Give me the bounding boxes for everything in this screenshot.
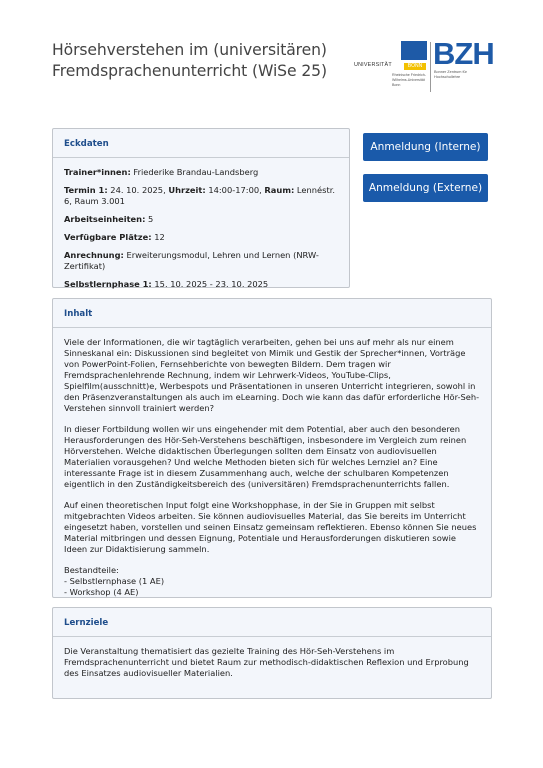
bzh-logo: BZH — [433, 36, 494, 71]
university-logo-bonn: BONN — [407, 63, 423, 69]
lernziele-card — [52, 607, 492, 699]
inhalt-heading: Inhalt — [53, 299, 491, 328]
plaetze-row: Verfügbare Plätze: 12 — [64, 232, 165, 242]
bestandteile-item-2: - Workshop (4 AE) — [64, 587, 139, 597]
page-title-line-2: Fremdsprachenunterricht (WiSe 25) — [52, 62, 327, 80]
register-internal-button[interactable]: Anmeldung (Interne) — [363, 133, 488, 161]
logo-divider — [430, 42, 431, 92]
eckdaten-heading: Eckdaten — [53, 129, 349, 158]
university-logo-text: UNIVERSITÄT — [354, 62, 392, 68]
selbstlernphase-row: Selbstlernphase 1: 15. 10. 2025 - 23. 10. 2025 — [64, 279, 269, 289]
inhalt-paragraph-1: Viele der Informationen, die wir tagtäglich verarbeiten, gehen bei uns auf mehr als nur einem Sinneskanal ein: Diskussionen sind begleitet von Mimik und Gestik der Sprecher*innen, Vorträge von PowerPoint-Folien, Fernsehberichte von bewegten Bildern. Dem tragen wir Fremdsprachenlehrende Rechnung, indem wir Lehrwerk-Videos, YouTube-Clips, Spielfilm(ausschnitt)e, Werbespots und Präsentationen in unseren Unterricht integrieren, sowohl in den Präsenzveranstaltungen als auch im eLearning. Doch wie kann das dafür erforderliche Hör-Seh-Verstehen sinnvoll trainiert werden? — [64, 337, 480, 413]
bestandteile-title: Bestandteile: — [64, 565, 119, 575]
register-external-button[interactable]: Anmeldung (Externe) — [363, 174, 488, 202]
eckdaten-body — [53, 158, 349, 290]
university-bonn-logo — [354, 40, 428, 94]
lernziele-paragraph: Die Veranstaltung thematisiert das gezielte Training des Hör-Seh-Verstehens im Fremdsprachenunterricht und bietet Raum zur methodisch-didaktischen Reflexion und Erprobung des Einsatzes audiovisueller Materialien. — [64, 646, 469, 678]
inhalt-paragraph-3: Auf einen theoretischen Input folgt eine Workshopphase, in der Sie in Gruppen mit selbst mitgebrachten Videos arbeiten. Sie können audiovisuelles Material, das Sie bereits im Unterricht eingesetzt haben, vorstellen und seinen Einsatz gemeinsam reflektieren. Ebenso können Sie neues Material mitbringen und dessen Eignung, Potentiale und Herausforderungen diskutieren sowie Ideen zur Didaktisierung sammeln. — [64, 500, 477, 554]
termin-row: Termin 1: 24. 10. 2025, Uhrzeit: 14:00-17:00, Raum: Lennéstr. 6, Raum 3.001 — [64, 185, 335, 206]
page-title — [52, 40, 342, 82]
arbeitseinheiten-row: Arbeitseinheiten: 5 — [64, 214, 154, 224]
trainer-row: Trainer*innen: Friederike Brandau-Landsberg — [64, 167, 259, 177]
anrechnung-row: Anrechnung: Erweiterungsmodul, Lehren und Lernen (NRW-Zertifikat) — [64, 250, 319, 271]
inhalt-card — [52, 298, 492, 598]
page-title-line-1: Hörsehverstehen im (universitären) — [52, 41, 327, 59]
bestandteile-item-1: - Selbstlernphase (1 AE) — [64, 576, 165, 586]
lernziele-heading: Lernziele — [53, 608, 491, 637]
lernziele-body — [53, 637, 491, 679]
university-logo-mark — [401, 41, 427, 60]
eckdaten-card — [52, 128, 350, 288]
university-logo-subtitle: Rheinische Friedrich-Wilhelms-Universität Bonn — [392, 73, 426, 87]
inhalt-body — [53, 328, 491, 598]
bzh-logo-subtitle: Bonner Zentrum für Hochschullehre — [434, 70, 467, 79]
inhalt-paragraph-2: In dieser Fortbildung wollen wir uns eingehender mit dem Potential, aber auch den besonderen Herausforderungen des Hör-Seh-Verstehens beschäftigen, insbesondere im Vergleich zum reinen Hörverstehen. Welche didaktischen Überlegungen sollten dem Einsatz von audiovisuellen Materialien vorausgehen? Und welche Methoden bieten sich für welches Lernziel an? Eine interessante Frage ist in diesem Zusammenhang auch, welche der schulbaren Kompetenzen eigentlich in den Zuständigkeitsbereich des (universitären) Fremdsprachenunterrichts fallen. — [64, 424, 467, 489]
bestandteile-list — [64, 565, 480, 598]
